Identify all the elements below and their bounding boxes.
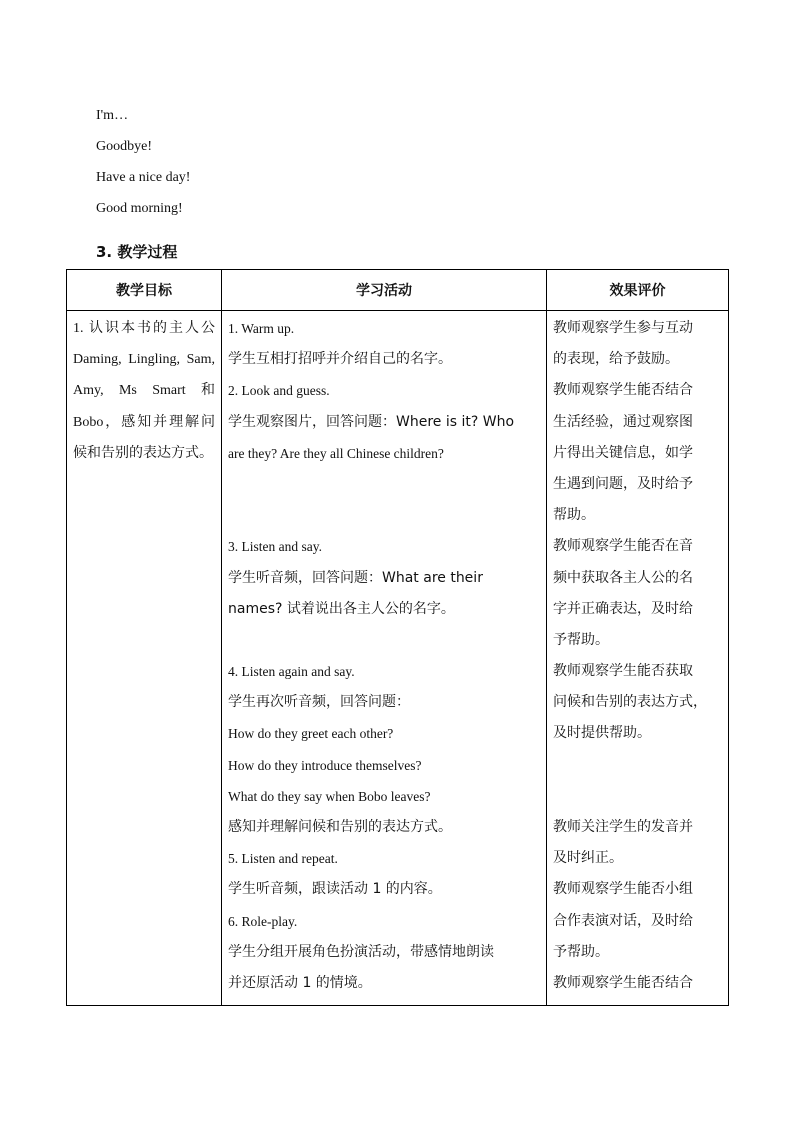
section-title: 3. 教学过程 <box>96 243 178 261</box>
evaluation-line: 及时提供帮助。 <box>553 725 651 742</box>
evaluation-line: 教师观察学生能否获取 <box>553 663 693 680</box>
activity-line: 2. Look and guess. <box>228 383 330 399</box>
evaluation-line: 教师关注学生的发音并 <box>553 819 693 835</box>
activity-line: 6. Role-play. <box>228 913 298 929</box>
activity-line: names? 试着说出各主人公的名字。 <box>228 600 455 617</box>
evaluation-line: 予帮助。 <box>553 631 609 648</box>
table-row <box>67 311 729 1006</box>
phrase-item: Good morning! <box>96 201 183 216</box>
activity-line: How do they introduce themselves? <box>228 757 422 773</box>
evaluation-line: 问候和告别的表达方式， <box>553 694 707 711</box>
evaluation-line: 予帮助。 <box>553 943 609 960</box>
header-activity: 学习活动 <box>222 270 547 311</box>
spacer <box>228 469 540 500</box>
evaluation-line: 的表现，给予鼓励。 <box>553 351 679 368</box>
evaluation-line: 教师观察学生能否在音 <box>553 538 693 555</box>
spacer <box>228 625 540 656</box>
activity-line: 5. Listen and repeat. <box>228 851 338 867</box>
evaluation-line: 教师观察学生能否小组 <box>553 881 693 898</box>
evaluation-line: 频中获取各主人公的名 <box>553 569 693 586</box>
activity-line: 并还原活动 1 的情境。 <box>228 974 372 991</box>
evaluation-line: 片得出关键信息，如学 <box>553 444 693 461</box>
activity-line: 学生互相打招呼并介绍自己的名字。 <box>228 351 452 368</box>
activity-line: 学生再次听音频，回答问题： <box>228 694 410 711</box>
evaluation-line: 教师观察学生参与互动 <box>553 320 693 336</box>
evaluation-line: 合作表演对话，及时给 <box>553 912 693 929</box>
goal-text: 1. 认识本书的主人公 Daming, Lingling, Sam, Amy, Ms Smart 和 Bobo，感知并理解问候和告别的表达方式。 <box>73 321 215 461</box>
activity-line: 1. Warm up. <box>228 321 295 336</box>
activity-line: 4. Listen again and say. <box>228 664 355 680</box>
header-goal: 教学目标 <box>67 270 222 311</box>
activity-line: 学生听音频，回答问题：What are their <box>228 569 483 586</box>
evaluation-line: 生活经验，通过观察图 <box>553 413 693 430</box>
phrase-item: Have a nice day! <box>96 170 191 185</box>
evaluation-line: 教师观察学生能否结合 <box>553 974 693 991</box>
activity-line: How do they greet each other? <box>228 726 394 742</box>
goal-cell <box>67 311 222 1006</box>
spacer <box>553 750 722 781</box>
activity-line: are they? Are they all Chinese children? <box>228 445 444 461</box>
spacer <box>553 781 722 812</box>
evaluation-line: 字并正确表达，及时给 <box>553 600 693 617</box>
header-evaluation: 效果评价 <box>547 270 729 311</box>
activity-cell <box>222 311 547 1006</box>
phrase-list <box>96 100 190 224</box>
activity-line: 感知并理解问候和告别的表达方式。 <box>228 819 452 835</box>
activity-line: 学生分组开展角色扮演活动，带感情地朗读 <box>228 943 494 960</box>
teaching-process-table <box>66 269 729 1006</box>
evaluation-line: 教师观察学生能否结合 <box>553 382 693 399</box>
phrase-item: I'm… <box>96 108 129 123</box>
activity-line: What do they say when Bobo leaves? <box>228 788 431 804</box>
evaluation-cell <box>547 311 729 1006</box>
evaluation-line: 帮助。 <box>553 507 595 524</box>
table-header-row <box>67 270 729 311</box>
evaluation-line: 生遇到问题，及时给予 <box>553 475 693 492</box>
activity-line: 学生观察图片，回答问题：Where is it? Who <box>228 413 515 430</box>
phrase-item: Goodbye! <box>96 139 152 154</box>
activity-line: 3. Listen and say. <box>228 539 322 555</box>
spacer <box>228 500 540 531</box>
evaluation-line: 及时纠正。 <box>553 850 623 867</box>
activity-line: 学生听音频，跟读活动 1 的内容。 <box>228 881 442 898</box>
